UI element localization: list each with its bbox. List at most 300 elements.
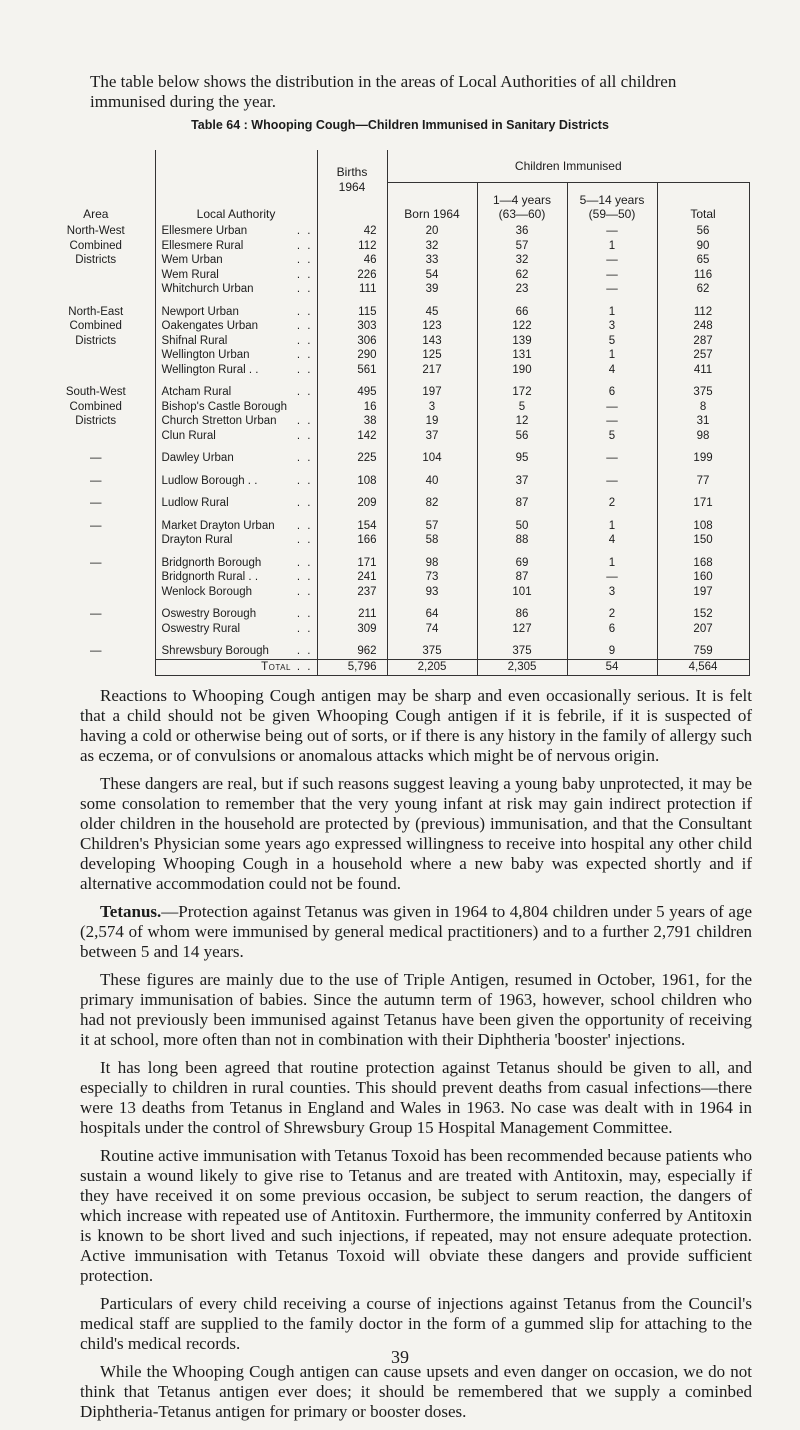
header-age-5-14-label: 5—14 years: [579, 193, 645, 207]
spacer-cell: [657, 548, 749, 556]
leader-dots: . .: [296, 363, 313, 376]
cell-total: 65: [657, 253, 749, 268]
cell-total: 759: [657, 644, 749, 659]
spacer-cell: [567, 377, 657, 385]
cell-area: [37, 429, 155, 444]
cell-total: 62: [657, 282, 749, 297]
cell-local-authority: [155, 334, 317, 349]
group-spacer: [37, 599, 749, 607]
table-row: [37, 282, 749, 297]
spacer-cell: [477, 466, 567, 474]
cell-local-authority: [155, 305, 317, 320]
header-local-authority: Local Authority: [155, 150, 317, 224]
local-authority-name: Whitchurch Urban: [161, 283, 254, 295]
cell-births: 306: [317, 334, 387, 349]
cell-age-1-4: 66: [477, 305, 567, 320]
cell-age-5-14: —: [567, 474, 657, 489]
cell-total: 8: [657, 400, 749, 415]
cell-local-authority: [155, 496, 317, 511]
cell-births: 142: [317, 429, 387, 444]
local-authority-name: Bishop's Castle Borough: [161, 400, 288, 413]
table-row: [37, 533, 749, 548]
leader-dots: . .: [296, 622, 313, 635]
cell-age-1-4: 95: [477, 451, 567, 466]
cell-area: Combined: [69, 239, 122, 252]
spacer-cell: [155, 297, 317, 305]
cell-births: 290: [317, 348, 387, 363]
cell-age-5-14: 6: [567, 385, 657, 400]
cell-total: 257: [657, 348, 749, 363]
spacer-cell: [317, 297, 387, 305]
table-row: [37, 319, 749, 334]
header-age-1-4: [477, 183, 567, 225]
cell-area: [37, 570, 155, 585]
cell-total: 375: [657, 385, 749, 400]
cell-area: Districts: [75, 254, 117, 266]
cell-born-1964: 74: [387, 622, 477, 637]
spacer-cell: [317, 443, 387, 451]
cell-births: 226: [317, 268, 387, 283]
cell-age-5-14: 4: [567, 363, 657, 378]
cell-area: [37, 348, 155, 363]
leader-dots: . .: [296, 239, 313, 252]
cell-area: —: [90, 497, 102, 509]
cell-area: North-West: [66, 225, 125, 237]
cell-total: 90: [657, 239, 749, 254]
spacer-cell: [567, 443, 657, 451]
total-label-cell: [155, 659, 317, 675]
cell-born-1964: 98: [387, 556, 477, 571]
cell-born-1964: 3: [387, 400, 477, 415]
header-age-1-4-label: 1—4 years: [492, 193, 552, 207]
spacer-cell: [567, 599, 657, 607]
leader-dots: . .: [296, 645, 313, 657]
local-authority-name: Shrewsbury Borough: [161, 645, 269, 657]
table-row: [37, 363, 749, 378]
spacer-cell: [317, 488, 387, 496]
spacer-cell: [657, 443, 749, 451]
leader-dots: . .: [296, 305, 313, 318]
spacer-cell: [37, 599, 155, 607]
leader-dots: . .: [296, 534, 313, 546]
spacer-cell: [657, 297, 749, 305]
table-row: [37, 334, 749, 349]
spacer-cell: [155, 443, 317, 451]
group-spacer: [37, 548, 749, 556]
cell-births: 111: [317, 282, 387, 297]
cell-total: 150: [657, 533, 749, 548]
cell-age-5-14: 3: [567, 585, 657, 600]
spacer-cell: [477, 443, 567, 451]
cell-births: 225: [317, 451, 387, 466]
cell-area: —: [90, 519, 102, 532]
cell-age-5-14: 4: [567, 533, 657, 548]
cell-age-5-14: 3: [567, 319, 657, 334]
table-row: [37, 451, 749, 466]
cell-local-authority: [155, 319, 317, 334]
table-row: [37, 385, 749, 400]
cell-age-1-4: 190: [477, 363, 567, 378]
cell-born-1964: 57: [387, 519, 477, 534]
leader-dots: . .: [296, 608, 313, 620]
local-authority-name: Dawley Urban: [161, 452, 234, 464]
cell-age-1-4: 127: [477, 622, 567, 637]
cell-age-1-4: 87: [477, 570, 567, 585]
group-spacer: [37, 511, 749, 519]
cell-age-1-4: 131: [477, 348, 567, 363]
cell-age-1-4: 122: [477, 319, 567, 334]
cell-age-1-4: 57: [477, 239, 567, 254]
spacer-cell: [567, 466, 657, 474]
leader-dots: . .: [296, 474, 313, 487]
cell-births: 42: [317, 224, 387, 239]
cell-local-authority: [155, 451, 317, 466]
cell-local-authority: [155, 644, 317, 659]
cell-births: 211: [317, 607, 387, 622]
cell-age-1-4: 139: [477, 334, 567, 349]
local-authority-name: Bridgnorth Rural . .: [161, 571, 259, 583]
tetanus-heading: Tetanus.: [100, 902, 162, 921]
header-born-1964: Born 1964: [387, 183, 477, 225]
cell-births: 108: [317, 474, 387, 489]
cell-age-1-4: 12: [477, 414, 567, 429]
group-spacer: [37, 297, 749, 305]
cell-local-authority: [155, 429, 317, 444]
group-spacer: [37, 377, 749, 385]
cell-area: [37, 268, 155, 283]
spacer-cell: [567, 488, 657, 496]
leader-dots: . .: [296, 415, 313, 427]
spacer-cell: [387, 466, 477, 474]
tetanus-text: —Protection against Tetanus was given in 1964 to 4,804 children under 5 years of age (2,574 of whom were immunised by general medical practitioners) and to a further 2,791 children between 5 and 14 years.: [80, 902, 752, 961]
leader-dots: . .: [296, 386, 313, 398]
cell-births: 38: [317, 414, 387, 429]
table-row: [37, 429, 749, 444]
cell-local-authority: [155, 268, 317, 283]
cell-area: —: [90, 556, 102, 569]
table-row: [37, 474, 749, 489]
cell-born-1964: 123: [387, 319, 477, 334]
cell-total: 56: [657, 224, 749, 239]
paragraph-routine-protection: It has long been agreed that routine protection against Tetanus should be given to all, and especially to children in rural counties. This should prevent deaths from casual infections—there were 13 deaths from Tetanus in England and Wales in 1963. No case was dealt with in 1964 in hospitals under the control of Shrewsbury Group 15 Hospital Management Committee.: [80, 1058, 752, 1137]
cell-total: 77: [657, 474, 749, 489]
spacer-cell: [37, 377, 155, 385]
cell-local-authority: [155, 385, 317, 400]
table-row: [37, 585, 749, 600]
spacer-cell: [477, 377, 567, 385]
spacer-cell: [387, 636, 477, 644]
cell-total: 168: [657, 556, 749, 571]
cell-births: 962: [317, 644, 387, 659]
local-authority-name: Oswestry Rural: [161, 622, 241, 635]
cell-born-1964: 19: [387, 414, 477, 429]
header-area: Area: [83, 207, 109, 221]
spacer-cell: [37, 443, 155, 451]
cell-born-1964: 20: [387, 224, 477, 239]
local-authority-name: Ludlow Borough . .: [161, 474, 258, 487]
cell-local-authority: [155, 400, 317, 415]
table-caption: Table 64 : Whooping Cough—Children Immunised in Sanitary Districts: [191, 118, 609, 132]
cell-age-1-4: 88: [477, 533, 567, 548]
spacer-cell: [37, 297, 155, 305]
spacer-cell: [37, 511, 155, 519]
local-authority-name: Shifnal Rural: [161, 334, 228, 347]
spacer-cell: [477, 548, 567, 556]
cell-age-1-4: 69: [477, 556, 567, 571]
group-spacer: [37, 636, 749, 644]
cell-local-authority: [155, 363, 317, 378]
leader-dots: . .: [296, 254, 313, 266]
leader-dots: . .: [296, 283, 313, 295]
table-row: [37, 224, 749, 239]
local-authority-name: Newport Urban: [161, 305, 239, 318]
cell-area: —: [90, 474, 102, 487]
local-authority-name: Ludlow Rural: [161, 497, 229, 509]
cell-total: 199: [657, 451, 749, 466]
cell-total: 112: [657, 305, 749, 320]
paragraph-tetanus: [80, 902, 752, 962]
cell-age-5-14: 2: [567, 607, 657, 622]
cell-births: 303: [317, 319, 387, 334]
spacer-cell: [657, 599, 749, 607]
cell-born-1964: 93: [387, 585, 477, 600]
spacer-cell: [317, 511, 387, 519]
cell-age-1-4: 62: [477, 268, 567, 283]
header-children-immunised: Children Immunised: [387, 150, 749, 183]
paragraph-active-immunisation: Routine active immunisation with Tetanus Toxoid has been recommended because patients who sustain a wound likely to give rise to Tetanus and are treated with Antitoxin, may, especially if they have received it on some previous occasion, be subject to serum reaction, the dangers of which increase with repeated use of Antitoxin. Furthermore, the immunity conferred by Antitoxin is known to be short lived and such injections, if repeated, may not ensure adequate protection. Active immunisation with Tetanus Toxoid will obviate these dangers and provide sufficient protection.: [80, 1146, 752, 1285]
cell-born-1964: 104: [387, 451, 477, 466]
cell-local-authority: [155, 519, 317, 534]
cell-local-authority: [155, 556, 317, 571]
cell-total: 160: [657, 570, 749, 585]
cell-age-5-14: —: [567, 451, 657, 466]
cell-births: 495: [317, 385, 387, 400]
cell-age-5-14: 1: [567, 519, 657, 534]
cell-age-1-4: 87: [477, 496, 567, 511]
cell-age-5-14: 1: [567, 305, 657, 320]
spacer-cell: [37, 466, 155, 474]
spacer-cell: [387, 511, 477, 519]
total-row: [37, 659, 749, 675]
cell-age-5-14: 2: [567, 496, 657, 511]
cell-local-authority: [155, 585, 317, 600]
cell-local-authority: [155, 253, 317, 268]
spacer-cell: [567, 636, 657, 644]
table-row: [37, 348, 749, 363]
spacer-cell: [477, 599, 567, 607]
leader-dots: . .: [296, 225, 313, 237]
spacer-cell: [387, 488, 477, 496]
leader-dots: . .: [296, 268, 313, 281]
cell-local-authority: [155, 570, 317, 585]
table-row: [37, 607, 749, 622]
local-authority-name: Wenlock Borough: [161, 585, 253, 598]
cell-area: South-West: [65, 386, 126, 398]
leader-dots: . .: [296, 660, 313, 673]
intro-paragraph: The table below shows the distribution in the areas of Local Authorities of all children immunised during the year.: [90, 72, 677, 111]
cell-age-1-4: 375: [477, 644, 567, 659]
local-authority-name: Church Stretton Urban: [161, 415, 277, 427]
cell-births: 237: [317, 585, 387, 600]
total-age-1-4: 2,305: [477, 659, 567, 675]
table-row: [37, 644, 749, 659]
spacer-cell: [155, 466, 317, 474]
spacer-cell: [657, 636, 749, 644]
cell-age-1-4: 32: [477, 253, 567, 268]
cell-local-authority: [155, 414, 317, 429]
cell-born-1964: 143: [387, 334, 477, 349]
table-row: [37, 253, 749, 268]
cell-births: 309: [317, 622, 387, 637]
spacer-cell: [317, 599, 387, 607]
spacer-cell: [477, 488, 567, 496]
cell-age-5-14: 1: [567, 556, 657, 571]
cell-born-1964: 32: [387, 239, 477, 254]
cell-total: 152: [657, 607, 749, 622]
leader-dots: . .: [296, 452, 313, 464]
cell-born-1964: 39: [387, 282, 477, 297]
cell-age-5-14: 5: [567, 429, 657, 444]
local-authority-name: Drayton Rural: [161, 534, 233, 546]
table-row: [37, 268, 749, 283]
cell-area: Combined: [69, 400, 122, 413]
spacer-cell: [567, 511, 657, 519]
spacer-cell: [477, 636, 567, 644]
cell-born-1964: 40: [387, 474, 477, 489]
total-born-1964: 2,205: [387, 659, 477, 675]
table-row: [37, 305, 749, 320]
table-row: [37, 570, 749, 585]
spacer-cell: [387, 443, 477, 451]
leader-dots: . .: [296, 429, 313, 442]
cell-local-authority: [155, 622, 317, 637]
header-age-5-14-sub: (59—50): [588, 207, 636, 221]
spacer-cell: [567, 548, 657, 556]
total-label: Total: [261, 660, 291, 673]
cell-births: 112: [317, 239, 387, 254]
cell-births: 209: [317, 496, 387, 511]
paragraph-figures: These figures are mainly due to the use of Triple Antigen, resumed in October, 1961, for the primary immunisation of babies. Since the autumn term of 1963, however, school children who had not previously been immunised against Tetanus have been given the opportunity of receiving it at school, more often than not in combination with their Diphtheria 'booster' injections.: [80, 970, 752, 1049]
spacer-cell: [657, 377, 749, 385]
cell-age-1-4: 5: [477, 400, 567, 415]
local-authority-name: Oswestry Borough: [161, 608, 257, 620]
spacer-cell: [387, 297, 477, 305]
cell-born-1964: 82: [387, 496, 477, 511]
cell-local-authority: [155, 348, 317, 363]
cell-area: [37, 585, 155, 600]
leader-dots: . .: [296, 585, 313, 598]
local-authority-name: Oakengates Urban: [161, 320, 259, 332]
cell-total: 108: [657, 519, 749, 534]
paragraph-particulars: Particulars of every child receiving a course of injections against Tetanus from the Council's medical staff are supplied to the family doctor in the form of a gummed slip for attaching to the child's medical records.: [80, 1294, 752, 1353]
cell-area: —: [90, 645, 102, 658]
spacer-cell: [317, 636, 387, 644]
cell-area: [37, 282, 155, 297]
cell-births: 166: [317, 533, 387, 548]
cell-local-authority: [155, 282, 317, 297]
cell-age-5-14: —: [567, 268, 657, 283]
local-authority-name: Wem Rural: [161, 268, 219, 281]
paragraph-dangers: These dangers are real, but if such reasons suggest leaving a young baby unprotected, it may be some consolation to remember that the very young infant at risk may gain indirect protection if older children in the household are protected by (previous) immunisation, and that the Consultant Children's Physician some years ago expressed willingness to receive into hospital any other child developing Whooping Cough in a household where a new baby was expected shortly and if alternative accommodation could not be found.: [80, 774, 752, 893]
cell-total: 116: [657, 268, 749, 283]
cell-area: Combined: [69, 320, 122, 332]
cell-births: 171: [317, 556, 387, 571]
spacer-cell: [657, 466, 749, 474]
cell-born-1964: 58: [387, 533, 477, 548]
total-age-5-14: 54: [567, 659, 657, 675]
spacer-cell: [387, 599, 477, 607]
spacer-cell: [155, 488, 317, 496]
cell-area: [37, 533, 155, 548]
cell-age-1-4: 36: [477, 224, 567, 239]
spacer-cell: [317, 377, 387, 385]
local-authority-name: Market Drayton Urban: [161, 519, 275, 532]
spacer-cell: [37, 636, 155, 644]
cell-total: 31: [657, 414, 749, 429]
local-authority-name: Bridgnorth Borough: [161, 556, 262, 569]
cell-age-5-14: —: [567, 282, 657, 297]
cell-births: 241: [317, 570, 387, 585]
spacer-cell: [657, 488, 749, 496]
cell-age-5-14: —: [567, 570, 657, 585]
cell-area: [37, 363, 155, 378]
local-authority-name: Ellesmere Urban: [161, 225, 248, 237]
header-total: Total: [657, 183, 749, 225]
header-births: [317, 150, 387, 224]
local-authority-name: Ellesmere Rural: [161, 239, 244, 252]
cell-births: 16: [317, 400, 387, 415]
cell-age-5-14: —: [567, 253, 657, 268]
leader-dots: . .: [296, 334, 313, 347]
spacer-cell: [155, 511, 317, 519]
cell-births: 561: [317, 363, 387, 378]
cell-area: —: [90, 452, 102, 464]
cell-born-1964: 45: [387, 305, 477, 320]
cell-born-1964: 375: [387, 644, 477, 659]
body-text: [80, 686, 752, 1430]
cell-area: —: [90, 608, 102, 620]
cell-total: 411: [657, 363, 749, 378]
cell-births: 46: [317, 253, 387, 268]
cell-area: North-East: [68, 305, 124, 318]
table-row: [37, 414, 749, 429]
spacer-cell: [155, 377, 317, 385]
cell-born-1964: 33: [387, 253, 477, 268]
cell-total: 171: [657, 496, 749, 511]
local-authority-name: Atcham Rural: [161, 386, 232, 398]
cell-area: Districts: [75, 334, 117, 347]
cell-age-1-4: 37: [477, 474, 567, 489]
cell-age-5-14: 1: [567, 348, 657, 363]
cell-age-5-14: 9: [567, 644, 657, 659]
cell-local-authority: [155, 474, 317, 489]
spacer-cell: [477, 511, 567, 519]
local-authority-name: Clun Rural: [161, 429, 216, 442]
group-spacer: [37, 443, 749, 451]
cell-age-1-4: 172: [477, 385, 567, 400]
group-spacer: [37, 488, 749, 496]
spacer-cell: [387, 377, 477, 385]
spacer-cell: [155, 599, 317, 607]
cell-local-authority: [155, 224, 317, 239]
spacer-cell: [387, 548, 477, 556]
cell-area: [37, 622, 155, 637]
page-number: 39: [391, 1347, 409, 1367]
cell-born-1964: 217: [387, 363, 477, 378]
spacer-cell: [155, 548, 317, 556]
cell-total: 248: [657, 319, 749, 334]
table-row: [37, 622, 749, 637]
